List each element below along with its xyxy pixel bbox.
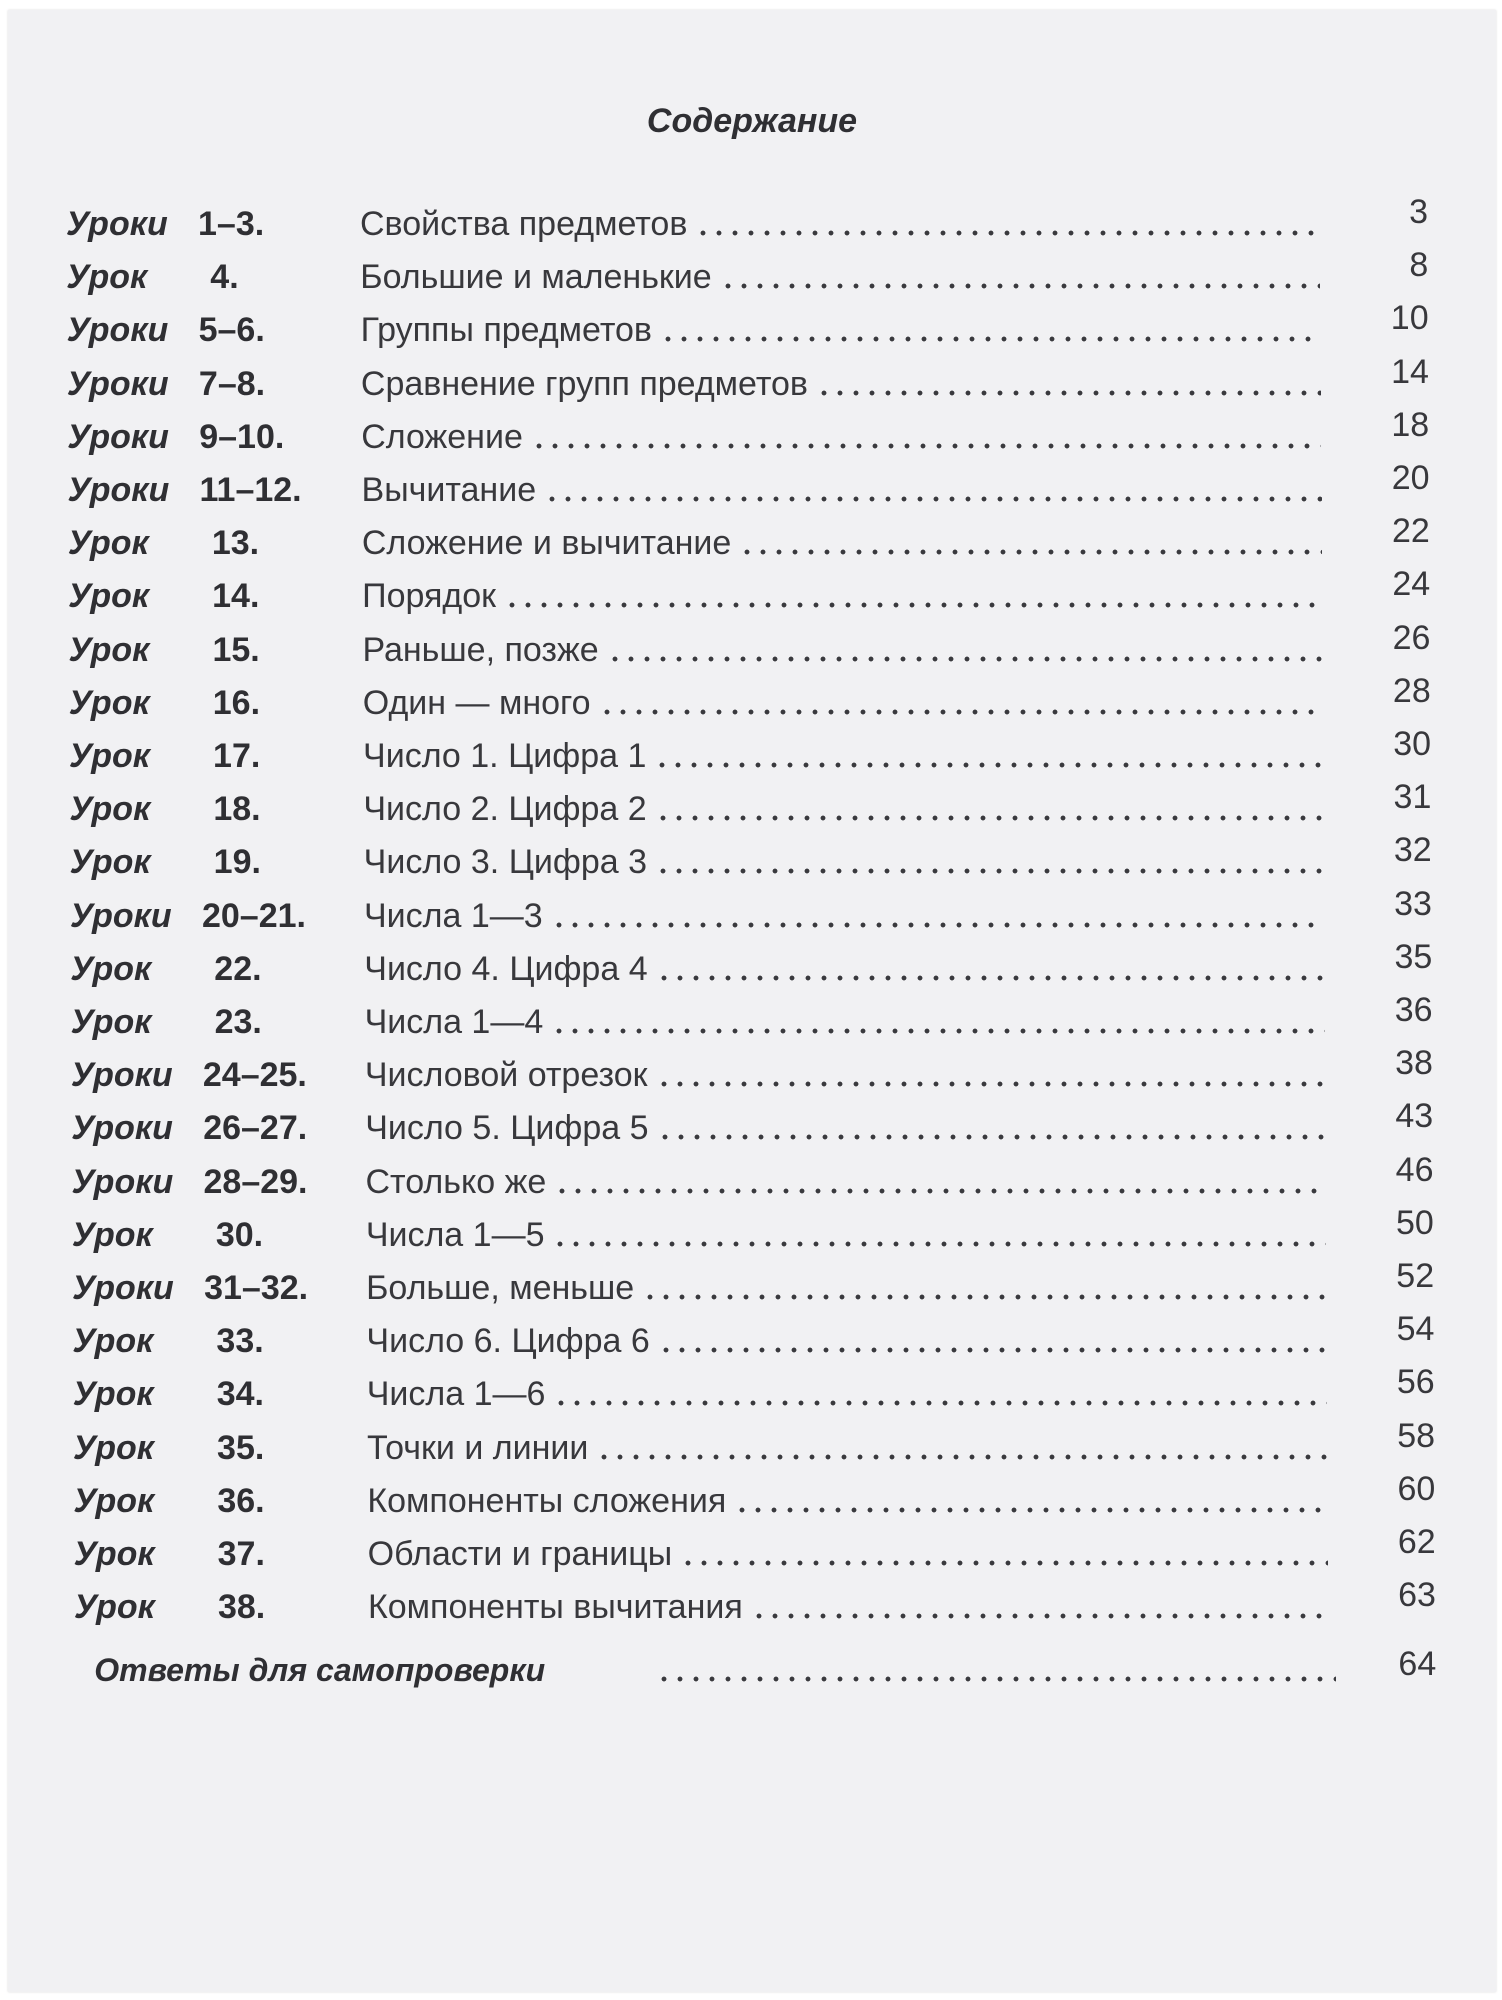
lesson-number: 34. [216, 1375, 264, 1414]
dot-leader [720, 283, 1321, 289]
topic-title: Группы предметов [361, 308, 660, 352]
toc-entry [16, 1576, 1502, 1635]
page-number: 8 [1409, 246, 1429, 285]
dot-leader [655, 815, 1324, 821]
dot-leader [544, 496, 1321, 502]
toc-entry [12, 831, 1500, 890]
lesson-label: Урок [66, 258, 148, 297]
dot-leader [504, 602, 1322, 608]
entry-leader [360, 202, 1320, 246]
lesson-number: 35. [217, 1428, 265, 1467]
entry-leader [361, 415, 1321, 459]
page-number: 18 [1391, 405, 1430, 444]
page-number: 56 [1396, 1363, 1435, 1402]
lesson-number: 28–29. [203, 1162, 308, 1201]
lesson-number: 7–8. [198, 364, 266, 403]
page-number: 30 [1393, 725, 1432, 763]
lesson-number: 14. [212, 577, 260, 616]
entry-leader [367, 1372, 1327, 1416]
page-title: Содержание [646, 102, 858, 140]
entry-leader [361, 362, 1321, 406]
page-number: 63 [1398, 1576, 1436, 1615]
lesson-number: 22. [214, 949, 262, 988]
answers-label: Ответы для самопроверки [94, 1652, 546, 1689]
page-number: 58 [1397, 1416, 1436, 1455]
page-number: 31 [1393, 778, 1432, 817]
dot-leader [607, 656, 1323, 662]
page-number: 50 [1395, 1203, 1434, 1242]
lesson-label: Урок [72, 1322, 154, 1361]
toc-entry [14, 1203, 1502, 1263]
lesson-number: 13. [211, 524, 260, 563]
entry-leader [365, 1106, 1325, 1150]
page-number: 52 [1396, 1257, 1435, 1295]
page-number: 36 [1394, 991, 1433, 1029]
lesson-label: Урок [70, 1003, 152, 1041]
lesson-label: Уроки [71, 1162, 174, 1201]
topic-title: Числа 1—6 [367, 1372, 554, 1416]
entry-leader [367, 1479, 1327, 1523]
dot-leader [739, 549, 1321, 555]
topic-title: Число 2. Цифра 2 [363, 787, 654, 831]
lesson-label: Урок [69, 790, 151, 829]
entry-leader [364, 947, 1324, 991]
entry-leader [365, 1053, 1325, 1097]
page-number: 24 [1392, 565, 1431, 604]
entry-leader [366, 1160, 1326, 1204]
entry-leader [364, 894, 1324, 938]
page-number: 14 [1391, 352, 1429, 391]
entry-leader [368, 1532, 1328, 1576]
toc-entry [11, 725, 1499, 784]
dot-leader [658, 1347, 1327, 1353]
lesson-number: 33. [216, 1322, 264, 1361]
dot-leader [656, 975, 1325, 981]
lesson-label: Урок [73, 1481, 155, 1520]
page-number: 62 [1397, 1523, 1436, 1561]
page-number: 32 [1393, 831, 1432, 870]
toc-entry [15, 1416, 1502, 1476]
toc-entry [11, 671, 1499, 731]
lesson-label: Уроки [69, 896, 172, 935]
page-number: 38 [1395, 1044, 1433, 1083]
page-number: 60 [1397, 1469, 1436, 1508]
lesson-number: 30. [215, 1215, 264, 1254]
lesson-label: Урок [72, 1375, 154, 1414]
lesson-label: Уроки [67, 471, 170, 509]
dot-leader [599, 709, 1323, 715]
entry-leader [364, 840, 1324, 884]
lesson-label: Урок [73, 1428, 154, 1467]
topic-title: Компоненты вычитания [368, 1585, 751, 1629]
entry-leader [367, 1426, 1327, 1470]
lesson-label: Урок [68, 577, 150, 616]
dot-leader [552, 1241, 1325, 1247]
entry-leader [363, 787, 1323, 831]
dot-leader [657, 1134, 1326, 1140]
lesson-number: 38. [217, 1588, 266, 1627]
entry-leader [361, 308, 1321, 352]
toc-entry [8, 193, 1496, 252]
toc-entry [16, 1523, 1502, 1582]
lesson-number: 17. [213, 737, 261, 775]
table-of-contents [8, 10, 1496, 1710]
toc-entry [10, 459, 1498, 518]
dot-leader [553, 1400, 1326, 1406]
lesson-label: Уроки [72, 1269, 174, 1307]
toc-entry [10, 565, 1498, 624]
topic-title: Число 1. Цифра 1 [363, 734, 654, 778]
lesson-number: 19. [213, 843, 261, 882]
lesson-number: 31–32. [204, 1269, 309, 1307]
dot-leader [654, 762, 1323, 768]
document-page [8, 10, 1496, 1992]
entry-leader [362, 468, 1322, 512]
topic-title: Сложение и вычитание [362, 521, 740, 565]
toc-entry [9, 299, 1497, 358]
lesson-label: Урок [70, 949, 152, 988]
lesson-label: Урок [68, 683, 150, 722]
topic-title: Сложение [361, 415, 531, 459]
lesson-label: Урок [69, 843, 151, 882]
lesson-number: 37. [217, 1535, 265, 1573]
topic-title: Числа 1—3 [364, 894, 551, 938]
topic-title: Компоненты сложения [367, 1479, 734, 1523]
topic-title: Число 6. Цифра 6 [366, 1319, 657, 1363]
page-number: 46 [1395, 1150, 1434, 1189]
entry-leader [365, 1000, 1325, 1044]
toc-entry [12, 937, 1500, 997]
toc-entry [15, 1469, 1502, 1529]
dot-leader [695, 230, 1320, 236]
lesson-number: 24–25. [202, 1056, 307, 1095]
dot-leader [551, 1028, 1324, 1034]
lesson-label: Урок [69, 737, 150, 775]
lesson-number: 4. [210, 258, 239, 297]
topic-title: Число 5. Цифра 5 [365, 1106, 656, 1150]
toc-entry [14, 1310, 1502, 1369]
topic-title: Один — много [363, 681, 599, 725]
lesson-label: Уроки [67, 417, 169, 456]
page-number: 28 [1392, 671, 1431, 710]
entry-leader [362, 574, 1322, 618]
topic-title: Число 4. Цифра 4 [364, 947, 655, 991]
page-number: 64 [1398, 1645, 1437, 1684]
dot-leader [734, 1507, 1327, 1513]
topic-title: Число 3. Цифра 3 [364, 840, 655, 884]
page-number: 3 [1409, 193, 1428, 231]
topic-title: Числовой отрезок [365, 1053, 656, 1097]
dot-leader [660, 336, 1321, 342]
page-number: 33 [1394, 884, 1432, 923]
lesson-number: 15. [212, 630, 260, 669]
toc-entry [12, 884, 1500, 944]
toc-entry [10, 618, 1498, 678]
lesson-number: 26–27. [203, 1109, 308, 1148]
topic-title: Столько же [366, 1160, 555, 1204]
page-number: 26 [1392, 618, 1431, 657]
lesson-number: 18. [213, 790, 261, 829]
dot-leader [531, 443, 1321, 449]
dot-leader [656, 1676, 1336, 1682]
lesson-number: 20–21. [201, 896, 306, 935]
toc-entry [15, 1363, 1502, 1422]
lesson-label: Уроки [66, 205, 168, 243]
page-number: 43 [1395, 1097, 1434, 1136]
toc-entry [8, 246, 1496, 305]
page-number: 54 [1396, 1310, 1435, 1349]
lesson-number: 11–12. [199, 471, 302, 509]
entry-leader [366, 1213, 1326, 1257]
page-number: 22 [1392, 512, 1430, 551]
lesson-number: 5–6. [198, 311, 265, 350]
page-number: 20 [1391, 459, 1430, 497]
topic-title: Раньше, позже [362, 628, 606, 672]
lesson-label: Уроки [66, 364, 169, 403]
lesson-label: Уроки [70, 1056, 173, 1095]
entry-leader [362, 521, 1322, 565]
entry-leader [366, 1319, 1326, 1363]
page-number: 35 [1394, 937, 1433, 976]
dot-leader [816, 390, 1321, 396]
entry-leader [363, 734, 1323, 778]
toc-entry [13, 991, 1501, 1050]
lesson-label: Урок [67, 524, 149, 563]
lesson-label: Урок [73, 1535, 155, 1573]
lesson-number: 36. [217, 1481, 265, 1520]
toc-entry [13, 1097, 1501, 1156]
topic-title: Вычитание [362, 468, 545, 512]
dot-leader [751, 1613, 1328, 1619]
lesson-label: Урок [73, 1588, 155, 1627]
topic-title: Точки и линии [367, 1426, 596, 1470]
dot-leader [642, 1294, 1326, 1300]
lesson-number: 23. [214, 1003, 262, 1041]
toc-entry [14, 1150, 1502, 1210]
topic-title: Области и границы [368, 1532, 681, 1576]
page-number: 10 [1390, 299, 1429, 338]
lesson-number: 16. [212, 683, 261, 722]
toc-entry [9, 352, 1497, 412]
toc-entry [10, 512, 1498, 571]
lesson-number: 1–3. [198, 205, 265, 243]
entry-leader [366, 1266, 1326, 1310]
topic-title: Свойства предметов [360, 202, 695, 246]
topic-title: Больше, меньше [366, 1266, 642, 1310]
dot-leader [680, 1560, 1328, 1566]
lesson-label: Уроки [71, 1109, 173, 1148]
entry-leader [656, 1648, 1336, 1692]
entry-leader [368, 1585, 1328, 1629]
lesson-label: Урок [71, 1215, 153, 1254]
entry-leader [360, 255, 1320, 299]
topic-title: Порядок [362, 574, 504, 618]
dot-leader [655, 868, 1324, 874]
answers-entry [16, 1645, 1502, 1698]
toc-entry [9, 405, 1497, 465]
dot-leader [551, 922, 1324, 928]
lesson-label: Уроки [66, 311, 169, 350]
toc-entry [14, 1257, 1502, 1316]
dot-leader [656, 1081, 1325, 1087]
entry-leader [362, 628, 1322, 672]
topic-title: Числа 1—5 [366, 1213, 553, 1257]
topic-title: Большие и маленькие [360, 255, 719, 299]
lesson-label: Урок [68, 630, 150, 669]
toc-entry [13, 1044, 1501, 1103]
toc-entry [11, 778, 1499, 837]
lesson-number: 9–10. [199, 417, 285, 456]
dot-leader [596, 1454, 1327, 1460]
topic-title: Числа 1—4 [365, 1000, 552, 1044]
entry-leader [363, 681, 1323, 725]
dot-leader [554, 1188, 1325, 1194]
topic-title: Сравнение групп предметов [361, 362, 816, 406]
